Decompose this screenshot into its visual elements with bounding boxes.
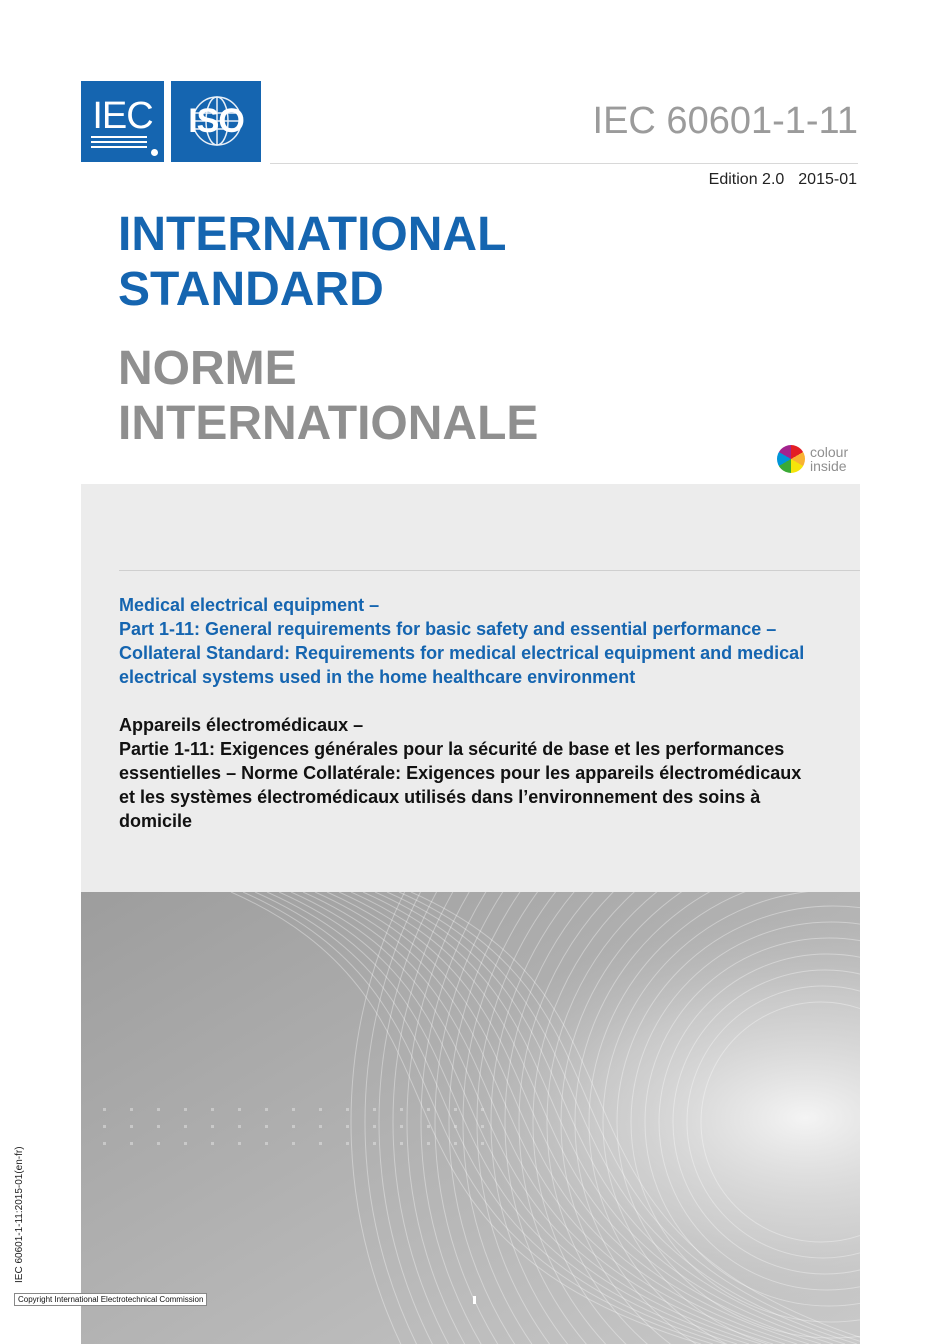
title-english bbox=[118, 207, 506, 317]
subtitle-french bbox=[119, 713, 859, 833]
artwork-dot bbox=[319, 1142, 322, 1145]
iec-logo-dot bbox=[151, 149, 158, 156]
artwork-dot bbox=[184, 1142, 187, 1145]
artwork-dot bbox=[400, 1125, 403, 1128]
artwork-dot bbox=[346, 1125, 349, 1128]
artwork-dot bbox=[130, 1108, 133, 1111]
artwork-dot bbox=[373, 1108, 376, 1111]
artwork-dot bbox=[157, 1108, 160, 1111]
artwork-dot bbox=[454, 1142, 457, 1145]
title-french-line-2: INTERNATIONALE bbox=[118, 397, 539, 450]
artwork-dot bbox=[211, 1108, 214, 1111]
colour-inside-line-2: inside bbox=[810, 458, 847, 474]
edition-info bbox=[709, 171, 857, 189]
artwork-dot bbox=[373, 1125, 376, 1128]
title-french bbox=[118, 341, 538, 451]
subtitle-french-line: essentielles – Norme Collatérale: Exigences pour les appareils électromédicaux bbox=[119, 763, 802, 783]
artwork-dot bbox=[292, 1108, 295, 1111]
panel-divider bbox=[119, 570, 860, 571]
title-french-line-1: NORME bbox=[118, 342, 297, 395]
artwork-dot bbox=[427, 1142, 430, 1145]
artwork-dot bbox=[481, 1108, 484, 1111]
subtitle-french-line: et les systèmes électromédicaux utilisés dans l’environnement des soins à bbox=[119, 787, 761, 807]
artwork-dot bbox=[319, 1108, 322, 1111]
subtitle-english-line: Collateral Standard: Requirements for medical electrical equipment and medical bbox=[119, 643, 805, 663]
artwork-dot bbox=[157, 1142, 160, 1145]
subtitle-english-line: electrical systems used in the home healthcare environment bbox=[119, 667, 636, 687]
artwork-dot bbox=[481, 1125, 484, 1128]
subtitle-english-line: Part 1-11: General requirements for basic safety and essential performance – bbox=[119, 619, 777, 639]
title-english-line-1: INTERNATIONAL bbox=[118, 208, 507, 261]
artwork-dot bbox=[157, 1125, 160, 1128]
artwork-dot bbox=[454, 1125, 457, 1128]
subtitle-english bbox=[119, 593, 859, 689]
page-marker bbox=[473, 1296, 476, 1304]
artwork-dot bbox=[319, 1125, 322, 1128]
artwork-dot bbox=[103, 1125, 106, 1128]
iso-logo bbox=[171, 81, 261, 162]
artwork-dot bbox=[211, 1142, 214, 1145]
artwork-dot bbox=[184, 1108, 187, 1111]
artwork-dot bbox=[400, 1142, 403, 1145]
title-english-line-2: STANDARD bbox=[118, 263, 384, 316]
artwork-dot bbox=[238, 1125, 241, 1128]
artwork-dot bbox=[481, 1142, 484, 1145]
standard-number: IEC 60601-1-11 bbox=[592, 100, 858, 142]
iso-logo-text: ISO bbox=[188, 102, 244, 140]
artwork-dot bbox=[292, 1142, 295, 1145]
iec-logo bbox=[81, 81, 164, 162]
artwork-dot bbox=[427, 1125, 430, 1128]
artwork-dot bbox=[346, 1142, 349, 1145]
artwork-dot bbox=[103, 1142, 106, 1145]
artwork-dot bbox=[211, 1125, 214, 1128]
edition-label: Edition 2.0 bbox=[708, 171, 785, 188]
artwork-dot bbox=[454, 1108, 457, 1111]
edition-date: 2015-01 bbox=[798, 171, 857, 188]
artwork-dot bbox=[265, 1125, 268, 1128]
iec-logo-text: IEC bbox=[92, 95, 153, 137]
artwork-dot bbox=[346, 1108, 349, 1111]
colour-wheel-icon bbox=[777, 445, 805, 473]
artwork-dot bbox=[130, 1142, 133, 1145]
copyright-notice: Copyright International Electrotechnical Commission bbox=[14, 1293, 207, 1306]
artwork-dot bbox=[265, 1142, 268, 1145]
subtitle-english-line: Medical electrical equipment – bbox=[119, 595, 380, 615]
artwork-dot bbox=[265, 1108, 268, 1111]
artwork-dot bbox=[373, 1142, 376, 1145]
colour-inside-text bbox=[810, 445, 848, 473]
artwork-dot bbox=[184, 1125, 187, 1128]
colour-inside-badge bbox=[777, 445, 848, 473]
artwork-dot bbox=[238, 1142, 241, 1145]
artwork-dot bbox=[400, 1108, 403, 1111]
cover-artwork bbox=[81, 892, 860, 1344]
colour-inside-line-1: colour bbox=[810, 444, 849, 460]
subtitle-french-line: Appareils électromédicaux – bbox=[119, 715, 364, 735]
artwork-dot bbox=[103, 1108, 106, 1111]
subtitle-french-line: Partie 1-11: Exigences générales pour la sécurité de base et les performances bbox=[119, 739, 785, 759]
subtitle-french-line: domicile bbox=[119, 811, 193, 831]
header-divider bbox=[270, 163, 858, 164]
artwork-dot bbox=[238, 1108, 241, 1111]
artwork-dot bbox=[130, 1125, 133, 1128]
artwork-dot bbox=[427, 1108, 430, 1111]
document-code-vertical: IEC 60601-1-11:2015-01(en-fr) bbox=[14, 1146, 25, 1283]
artwork-dot bbox=[292, 1125, 295, 1128]
